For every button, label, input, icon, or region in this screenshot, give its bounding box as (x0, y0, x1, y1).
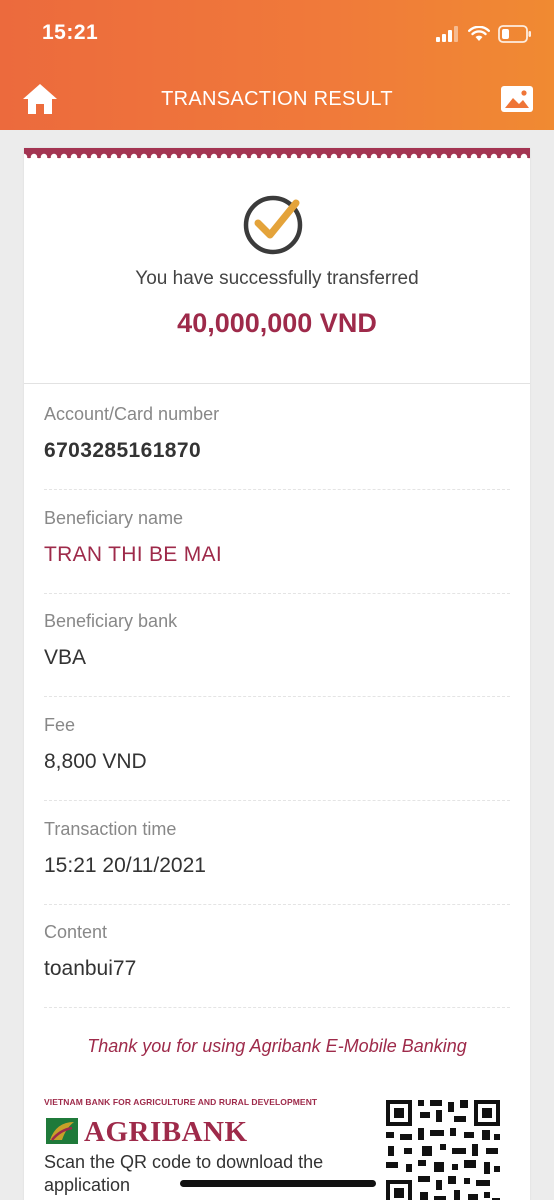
divider (44, 904, 510, 905)
divider (44, 800, 510, 801)
divider (44, 489, 510, 490)
field-label: Beneficiary bank (44, 611, 178, 631)
divider (44, 696, 510, 697)
field-value: 15:21 20/11/2021 (44, 854, 206, 877)
success-message: You have successfully transferred (135, 268, 419, 289)
field-value: 8,800 VND (44, 750, 147, 773)
field-label: Beneficiary name (44, 508, 184, 528)
nav-bar (0, 66, 554, 130)
battery-icon (498, 25, 532, 43)
beneficiary-name-field (44, 508, 510, 567)
account-number-field (44, 404, 510, 463)
success-check-icon (242, 190, 308, 256)
field-value: toanbui77 (44, 957, 137, 980)
qr-code[interactable] (384, 1098, 502, 1200)
field-label: Content (44, 922, 108, 942)
divider (44, 1007, 510, 1008)
field-label: Transaction time (44, 819, 177, 839)
field-value: 6703285161870 (44, 439, 202, 462)
qr-instruction: Scan the QR code to download the application (44, 1152, 324, 1196)
fee-field (44, 715, 510, 774)
home-indicator[interactable] (180, 1180, 376, 1187)
transaction-time-field (44, 819, 510, 878)
signal-icon (436, 26, 460, 42)
bank-tagline: VIETNAM BANK FOR AGRICULTURE AND RURAL DEVELOPMENT (44, 1097, 318, 1107)
agribank-logo-icon (46, 1118, 78, 1144)
field-label: Account/Card number (44, 404, 220, 424)
status-bar (0, 0, 554, 66)
status-time: 15:21 (42, 21, 99, 44)
divider (24, 383, 530, 384)
field-label: Fee (44, 715, 76, 735)
bank-name: AGRIBANK (84, 1116, 248, 1148)
receipt-card (24, 148, 530, 1200)
beneficiary-bank-field (44, 611, 510, 670)
wifi-icon (468, 26, 490, 42)
field-value: VBA (44, 646, 87, 669)
status-icons (436, 24, 532, 44)
save-image-icon[interactable] (500, 84, 534, 114)
app-header (0, 0, 554, 130)
divider (44, 593, 510, 594)
receipt-edge (24, 148, 530, 166)
field-value: TRAN THI BE MAI (44, 543, 222, 566)
thank-you-note: Thank you for using Agribank E-Mobile Banking (87, 1036, 467, 1056)
page-title: TRANSACTION RESULT (161, 88, 393, 110)
transfer-amount: 40,000,000 VND (177, 308, 377, 338)
content-field (44, 922, 510, 981)
